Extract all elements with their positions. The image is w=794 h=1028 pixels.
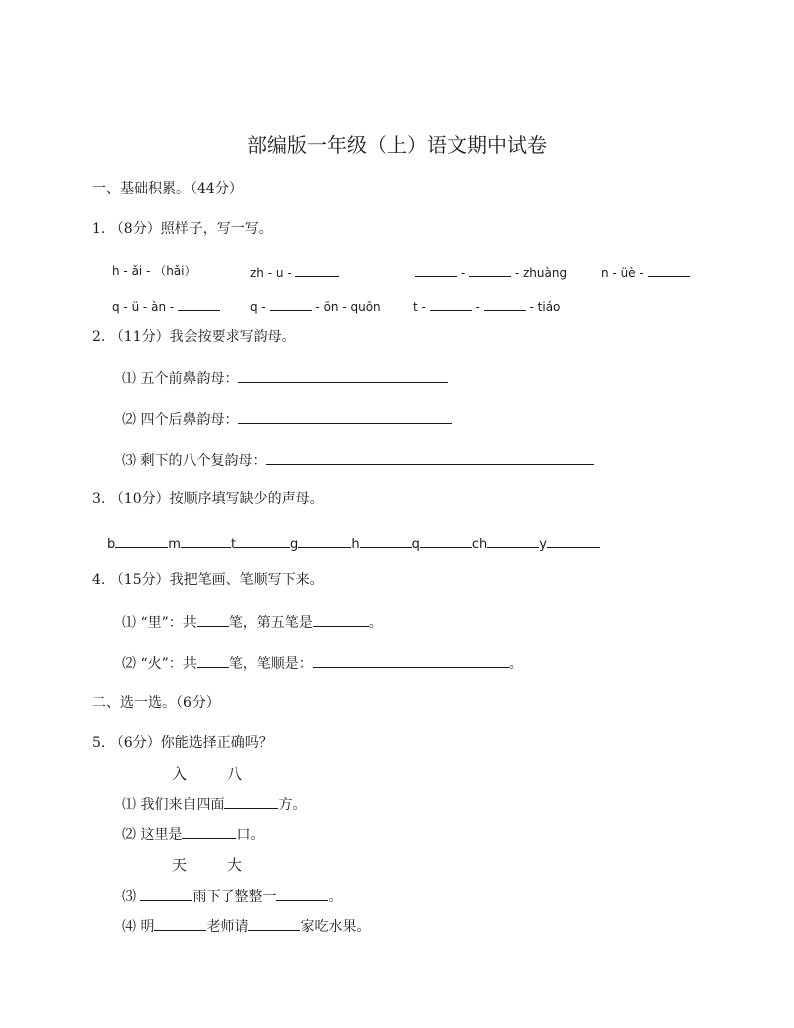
q4-item-1-blank-stroke[interactable] <box>313 612 369 627</box>
q4-item-1 <box>122 612 383 632</box>
q3-letter-h: h <box>351 537 360 552</box>
q4-item-2-blank-order[interactable] <box>313 653 509 668</box>
q1-row1-c-sep: - <box>460 266 466 280</box>
q1-row2-c-sep: - <box>475 300 480 314</box>
q3-letter-g: g <box>290 537 299 552</box>
q3-blank-2[interactable] <box>181 533 231 548</box>
section-1-heading: 一、基础积累。（44分） <box>92 181 243 197</box>
section-2-heading: 二、选一选。（6分） <box>92 695 220 711</box>
q3-prompt: 3. （10分）按顺序填写缺少的声母。 <box>92 491 324 507</box>
q1-example: h - ǎi - （hǎi） <box>112 264 197 278</box>
q5-s1-post: 方。 <box>278 797 307 813</box>
q1-row2-a-text: q - ü - àn - <box>112 300 175 314</box>
q4-item-1-pre: ⑴ “里”：共 <box>122 615 197 631</box>
q1-row2-item-c <box>413 296 560 316</box>
q5-s1-blank[interactable] <box>224 794 278 809</box>
q5-s3-blank-2[interactable] <box>276 886 328 901</box>
q1-row2-b-suffix: - ōn - quōn <box>315 300 381 314</box>
q2-item-1-label: ⑴ 五个前鼻韵母： <box>122 371 239 387</box>
q4-item-2-pre: ⑵ “火”：共 <box>122 656 197 672</box>
q1-prompt: 1. （8分）照样子，写一写。 <box>92 221 273 237</box>
q1-row2-c-prefix: t - <box>413 300 426 314</box>
q3-blank-4[interactable] <box>298 533 351 548</box>
q1-row1-d-text: n - üè - <box>601 266 644 280</box>
q1-row1-b-text: zh - u - <box>250 266 292 280</box>
q5-s1-pre: ⑴ 我们来自四面 <box>122 797 225 813</box>
q3-letter-ch: ch <box>471 537 488 552</box>
q1-row2-item-b <box>250 296 381 316</box>
q4-item-1-end: 。 <box>368 615 383 631</box>
q3-blank-5[interactable] <box>360 533 412 548</box>
q1-row1-c-suffix: - zhuàng <box>514 266 568 280</box>
q1-row1-item-c <box>415 262 567 282</box>
q5-choice-ba: 八 <box>227 765 243 783</box>
q5-prompt: 5. （6分）你能选择正确吗？ <box>92 735 273 751</box>
q3-letter-b: b <box>107 537 116 552</box>
q2-item-3-blank[interactable] <box>266 450 594 465</box>
q3-blank-6[interactable] <box>420 533 472 548</box>
q1-row2-b-prefix: q - <box>250 300 266 314</box>
q4-item-2-end: 。 <box>508 656 523 672</box>
q4-prompt: 4. （15分）我把笔画、笔顺写下来。 <box>92 572 324 588</box>
q5-choice-da: 大 <box>227 856 243 874</box>
page-title: 部编版一年级（上）语文期中试卷 <box>247 133 547 157</box>
q2-item-2-blank[interactable] <box>238 409 452 424</box>
q3-blank-3[interactable] <box>236 533 290 548</box>
q1-row2-item-a <box>112 296 220 316</box>
q4-item-2-mid: 笔，笔顺是： <box>228 656 313 672</box>
q5-sentence-4 <box>122 916 370 936</box>
q2-item-3-label: ⑶ 剩下的八个复韵母： <box>122 453 267 469</box>
q5-s4-blank-2[interactable] <box>248 916 300 931</box>
q5-s4-post: 家吃水果。 <box>300 919 371 935</box>
q3-blank-7[interactable] <box>487 533 539 548</box>
q5-sentence-2 <box>122 824 264 844</box>
q4-item-1-blank-count[interactable] <box>197 612 229 627</box>
q2-item-1 <box>122 368 448 388</box>
q5-s2-post: 口。 <box>236 827 265 843</box>
q1-row2-c-blank-1[interactable] <box>430 296 472 311</box>
q1-row1-item-b <box>250 262 339 282</box>
q5-choice-ru: 入 <box>172 765 188 783</box>
q4-item-2-blank-count[interactable] <box>197 653 229 668</box>
q2-item-3 <box>122 450 594 470</box>
q5-s3-blank-1[interactable] <box>140 886 192 901</box>
q5-sentence-1 <box>122 794 306 814</box>
q5-s3-mid: 雨下了整整一 <box>192 889 277 905</box>
q1-row1-item-d <box>601 262 690 282</box>
q5-choice-tian: 天 <box>172 856 188 874</box>
q1-row2-a-blank[interactable] <box>178 296 220 311</box>
q5-s3-pre: ⑶ <box>122 889 141 905</box>
q3-letter-m: m <box>168 537 181 552</box>
q1-row1-c-blank-2[interactable] <box>469 262 511 277</box>
q5-s4-blank-1[interactable] <box>154 916 206 931</box>
q3-letter-y: y <box>539 537 547 552</box>
q1-row2-b-blank[interactable] <box>270 296 312 311</box>
q2-item-1-blank[interactable] <box>238 368 448 383</box>
q4-item-1-mid: 笔，第五笔是 <box>228 615 313 631</box>
q1-row1-d-blank[interactable] <box>648 262 690 277</box>
q5-s2-pre: ⑵ 这里是 <box>122 827 183 843</box>
q5-s4-mid: 老师请 <box>206 919 249 935</box>
q1-row1-c-blank-1[interactable] <box>415 262 457 277</box>
q5-s3-post: 。 <box>328 889 343 905</box>
q1-row2-c-suffix: - tiáo <box>529 300 561 314</box>
q5-s2-blank[interactable] <box>182 824 236 839</box>
q5-s4-pre: ⑷ 明 <box>122 919 155 935</box>
q2-item-2 <box>122 409 452 429</box>
q3-sequence <box>107 533 600 554</box>
q5-sentence-3 <box>122 886 342 906</box>
q3-letter-t: t <box>230 537 237 552</box>
q3-blank-8[interactable] <box>547 533 600 548</box>
q4-item-2 <box>122 653 523 673</box>
q1-row2-c-blank-2[interactable] <box>484 296 526 311</box>
q2-item-2-label: ⑵ 四个后鼻韵母： <box>122 412 239 428</box>
q2-prompt: 2. （11分）我会按要求写韵母。 <box>92 329 296 345</box>
q3-letter-q: q <box>411 537 420 552</box>
q1-row1-b-blank[interactable] <box>295 262 339 277</box>
q3-blank-1[interactable] <box>115 533 168 548</box>
